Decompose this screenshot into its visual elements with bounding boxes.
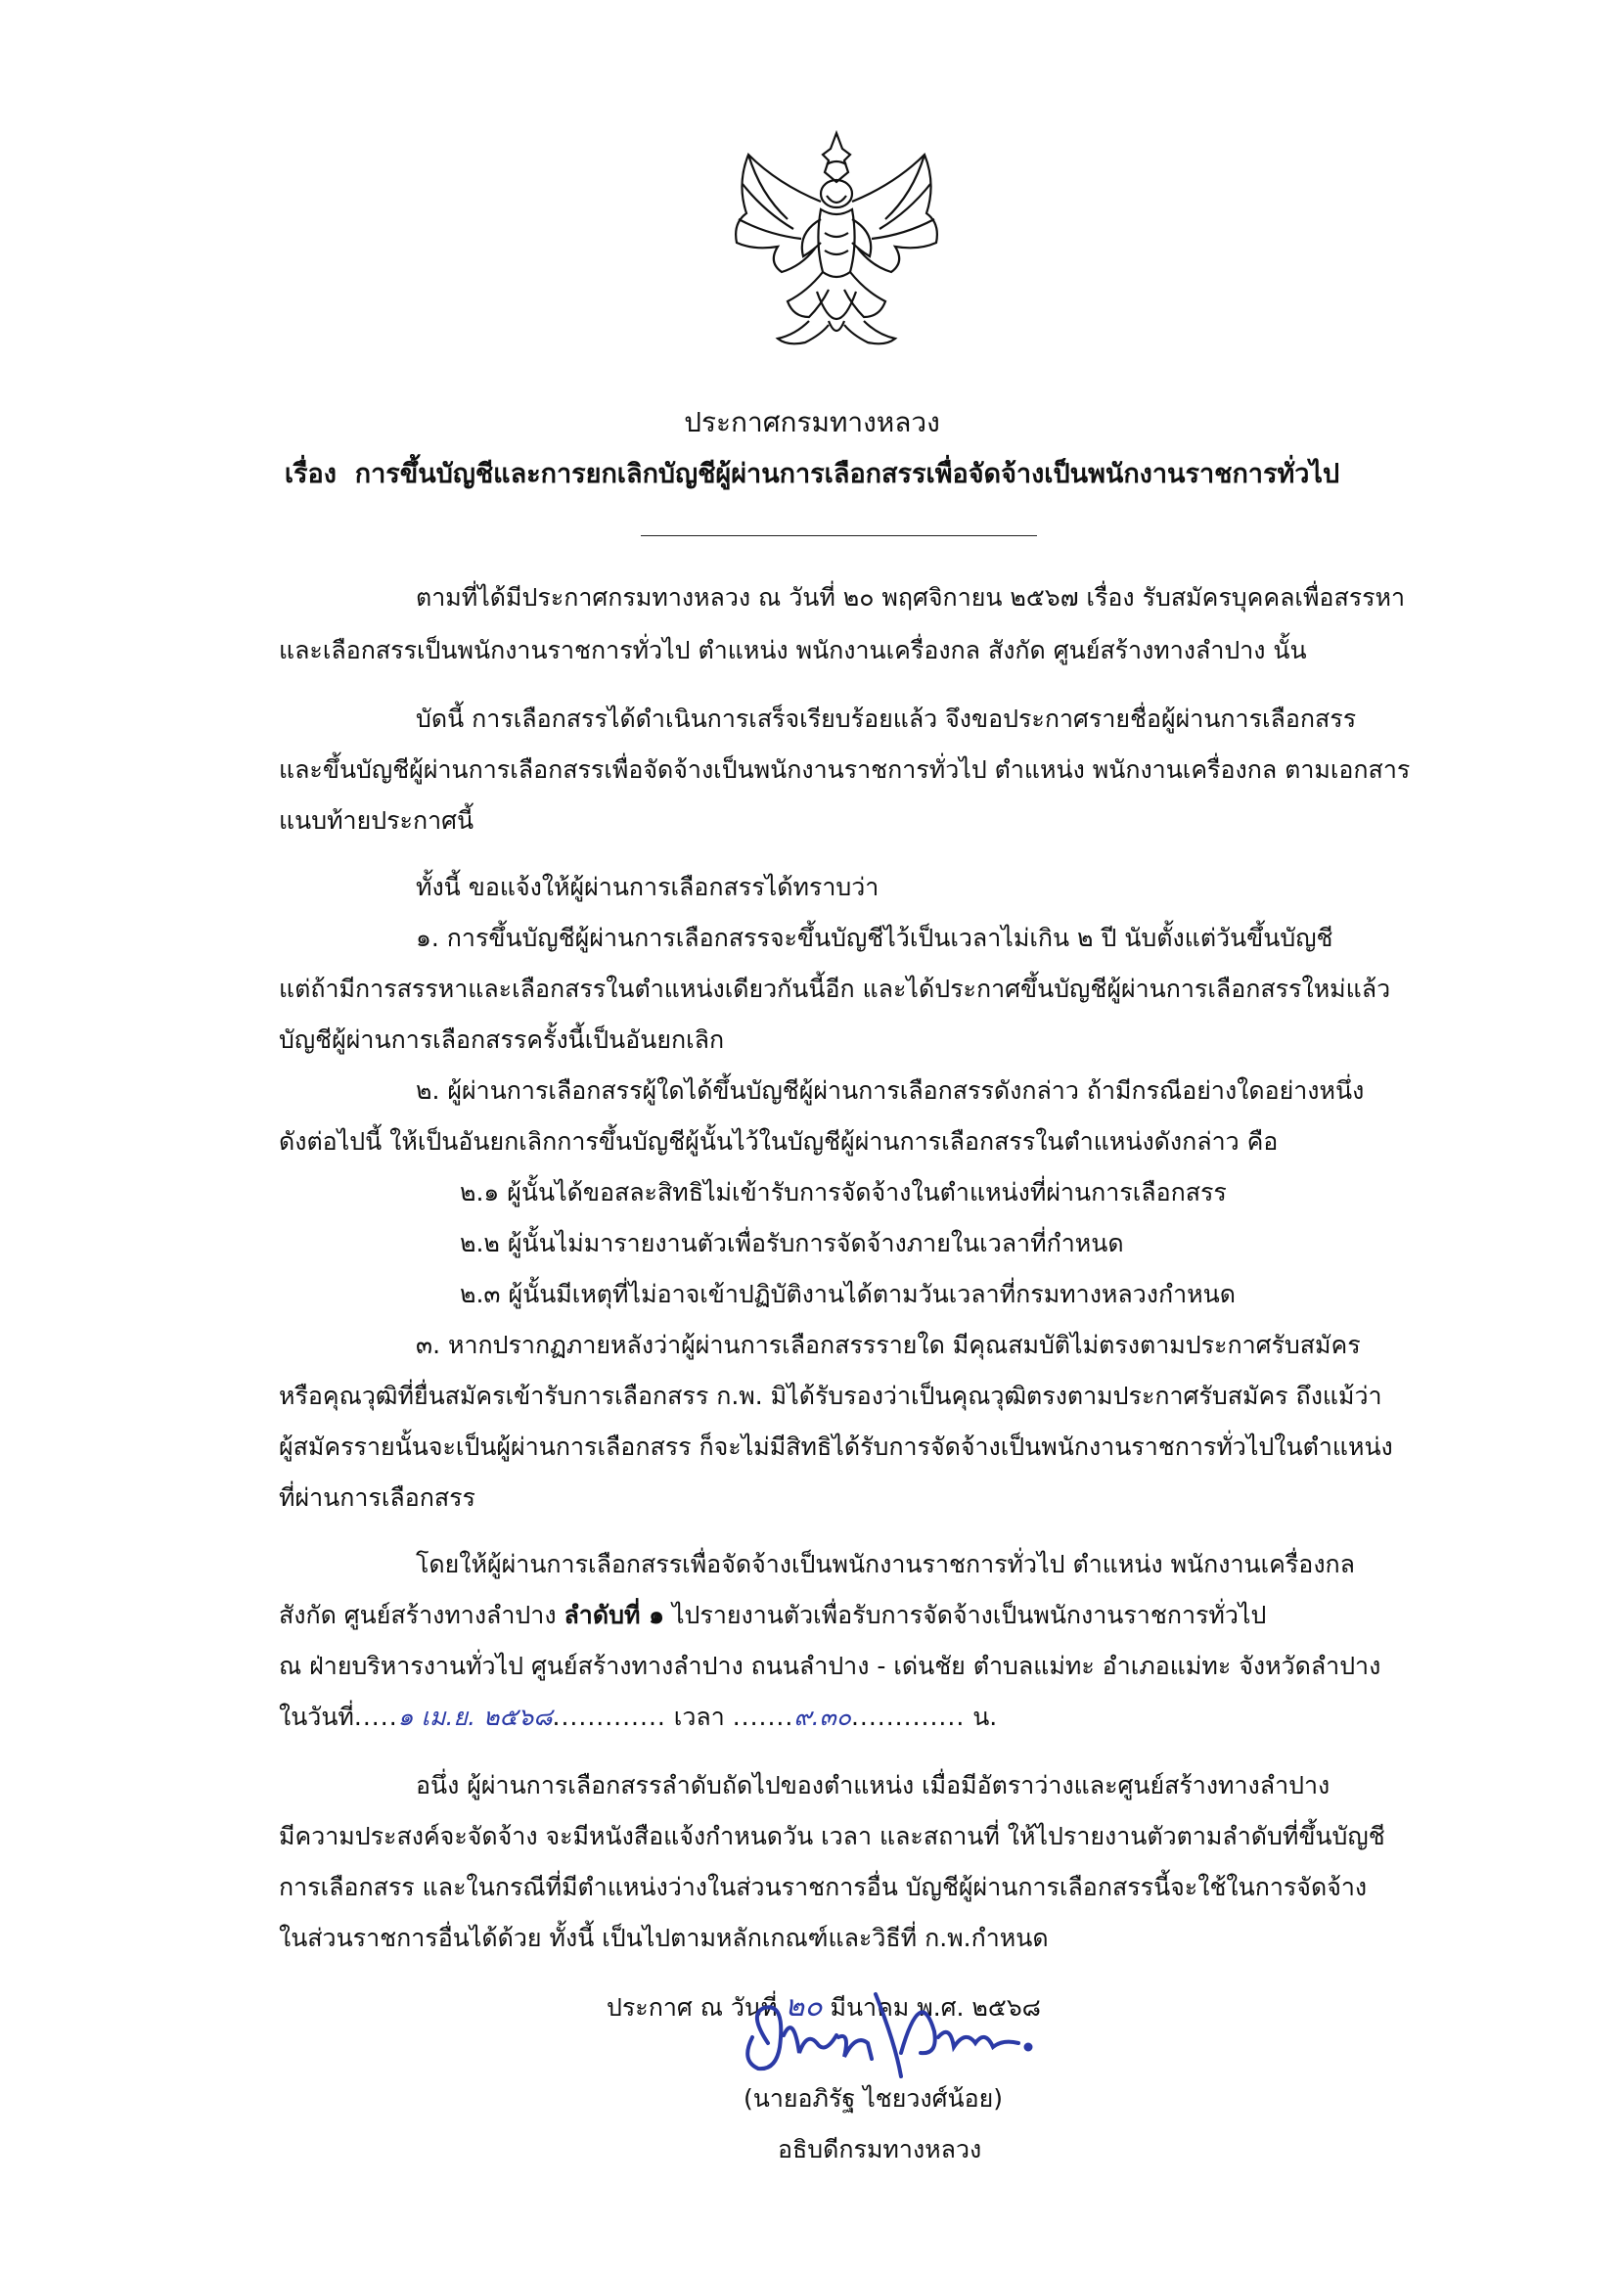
title-divider <box>641 535 1037 536</box>
signer-name: (นายอภิรัฐ ไชยวงศ์น้อย) <box>744 2084 1004 2113</box>
paragraph-5-line-2: มีความประสงค์จะจัดจ้าง จะมีหนังสือแจ้งกำหนดวัน เวลา และสถานที่ ให้ไปรายงานตัวตามลำดับที่ขึ้นบัญชี <box>279 1822 1385 1850</box>
item-2-2: ๒.๒ ผู้นั้นไม่มารายงานตัวเพื่อรับการจัดจ้างภายในเวลาที่กำหนด <box>460 1229 1124 1257</box>
paragraph-3-line-1: ทั้งนี้ ขอแจ้งให้ผู้ผ่านการเลือกสรรได้ทราบว่า <box>416 873 880 901</box>
garuda-emblem-icon <box>719 125 954 352</box>
paragraph-2-line-2: และขึ้นบัญชีผู้ผ่านการเลือกสรรเพื่อจัดจ้างเป็นพนักงานราชการทั่วไป ตำแหน่ง พนักงานเครื่องกล ตามเอกสาร <box>279 755 1411 784</box>
item-3-line-1: ๓. หากปรากฏภายหลังว่าผู้ผ่านการเลือกสรรรายใด มีคุณสมบัติไม่ตรงตามประกาศรับสมัคร <box>416 1331 1361 1359</box>
paragraph-2-line-3: แนบท้ายประกาศนี้ <box>279 806 474 835</box>
item-1-line-1: ๑. การขึ้นบัญชีผู้ผ่านการเลือกสรรจะขึ้นบัญชีไว้เป็นเวลาไม่เกิน ๒ ปี นับตั้งแต่วันขึ้นบัญชี <box>416 924 1333 952</box>
report-date-line: ในวันที่.....๑ เม.ย. ๒๕๖๘............. เวลา .......๙.๓๐............. น. <box>279 1703 998 1731</box>
paragraph-2-line-1: บัดนี้ การเลือกสรรได้ดำเนินการเสร็จเรียบร้อยแล้ว จึงขอประกาศรายชื่อผู้ผ่านการเลือกสรร <box>416 705 1357 733</box>
announcement-title: ประกาศกรมทางหลวง <box>684 406 940 438</box>
item-2-3: ๒.๓ ผู้นั้นมีเหตุที่ไม่อาจเข้าปฏิบัติงานได้ตามวันเวลาที่กรมทางหลวงกำหนด <box>460 1280 1236 1308</box>
report-time-handwritten: ๙.๓๐ <box>793 1703 851 1731</box>
item-1-line-3: บัญชีผู้ผ่านการเลือกสรรครั้งนี้เป็นอันยกเลิก <box>279 1025 725 1054</box>
paragraph-1-line-1: ตามที่ได้มีประกาศกรมทางหลวง ณ วันที่ ๒๐ พฤศจิกายน ๒๕๖๗ เรื่อง รับสมัครบุคคลเพื่อสรรหา <box>416 583 1406 612</box>
item-2-line-2: ดังต่อไปนี้ ให้เป็นอันยกเลิกการขึ้นบัญชีผู้นั้นไว้ในบัญชีผู้ผ่านการเลือกสรรในตำแหน่งดังกล่าว คือ <box>279 1127 1279 1156</box>
report-time-label: เวลา <box>673 1703 725 1731</box>
item-2-1: ๒.๑ ผู้นั้นได้ขอสละสิทธิไม่เข้ารับการจัดจ้างในตำแหน่งที่ผ่านการเลือกสรร <box>460 1178 1227 1206</box>
item-3-line-3: ผู้สมัครรายนั้นจะเป็นผู้ผ่านการเลือกสรร ก็จะไม่มีสิทธิได้รับการจัดจ้างเป็นพนักงานราชการทั่วไปในตำแหน่ง <box>279 1433 1393 1461</box>
paragraph-5-line-1: อนึ่ง ผู้ผ่านการเลือกสรรลำดับถัดไปของตำแหน่ง เมื่อมีอัตราว่างและศูนย์สร้างทางลำปาง <box>416 1771 1331 1799</box>
paragraph-4-line-2 <box>279 1599 1266 1632</box>
rank-number: ลำดับที่ ๑ <box>564 1601 664 1629</box>
report-date-label: ในวันที่ <box>279 1703 354 1731</box>
item-3-line-2: หรือคุณวุฒิที่ยื่นสมัครเข้ารับการเลือกสรร ก.พ. มิได้รับรองว่าเป็นคุณวุฒิตรงตามประกาศรับสมัคร ถึงแม้ว่า <box>279 1382 1382 1410</box>
paragraph-1-line-2: และเลือกสรรเป็นพนักงานราชการทั่วไป ตำแหน่ง พนักงานเครื่องกล สังกัด ศูนย์สร้างทางลำปาง นั้น <box>279 636 1307 664</box>
report-time-unit: น. <box>972 1703 998 1731</box>
subject-prefix: เรื่อง <box>284 459 337 489</box>
item-3-line-4: ที่ผ่านการเลือกสรร <box>279 1483 475 1512</box>
paragraph-4-line-2-start: สังกัด ศูนย์สร้างทางลำปาง <box>279 1601 557 1629</box>
paragraph-5-line-4: ในส่วนราชการอื่นได้ด้วย ทั้งนี้ เป็นไปตามหลักเกณฑ์และวิธีที่ ก.พ.กำหนด <box>279 1924 1049 1952</box>
subject-text: การขึ้นบัญชีและการยกเลิกบัญชีผู้ผ่านการเลือกสรรเพื่อจัดจ้างเป็นพนักงานราชการทั่วไป <box>354 459 1340 489</box>
announcement-day-handwritten: ๒๐ <box>785 1989 823 2024</box>
item-2-line-1: ๒. ผู้ผ่านการเลือกสรรผู้ใดได้ขึ้นบัญชีผู้ผ่านการเลือกสรรดังกล่าว ถ้ามีกรณีอย่างใดอย่างหนึ่ง <box>416 1076 1365 1105</box>
paragraph-4-line-3: ณ ฝ่ายบริหารงานทั่วไป ศูนย์สร้างทางลำปาง ถนนลำปาง - เด่นชัย ตำบลแม่ทะ อำเภอแม่ทะ จังหวัดลำปาง <box>279 1652 1381 1680</box>
announcement-subject <box>0 452 1624 494</box>
signer-title: อธิบดีกรมทางหลวง <box>778 2135 982 2163</box>
item-1-line-2: แต่ถ้ามีการสรรหาและเลือกสรรในตำแหน่งเดียวกันนี้อีก และได้ประกาศขึ้นบัญชีผู้ผ่านการเลือกสรรใหม่แล้ว <box>279 975 1391 1003</box>
report-date-handwritten: ๑ เม.ย. ๒๕๖๘ <box>397 1703 553 1731</box>
paragraph-5-line-3: การเลือกสรร และในกรณีที่มีตำแหน่งว่างในส่วนราชการอื่น บัญชีผู้ผ่านการเลือกสรรนี้จะใช้ในการจัดจ้าง <box>279 1873 1368 1901</box>
signature <box>729 1975 1061 2092</box>
announcement-month-year: มีนาคม พ.ศ. ๒๕๖๘ <box>830 1993 1041 2022</box>
announcement-date-label: ประกาศ ณ วันที่ <box>607 1993 778 2022</box>
paragraph-4-line-1: โดยให้ผู้ผ่านการเลือกสรรเพื่อจัดจ้างเป็นพนักงานราชการทั่วไป ตำแหน่ง พนักงานเครื่องกล <box>416 1550 1355 1578</box>
paragraph-4-line-2-end: ไปรายงานตัวเพื่อรับการจัดจ้างเป็นพนักงานราชการทั่วไป <box>671 1601 1267 1629</box>
